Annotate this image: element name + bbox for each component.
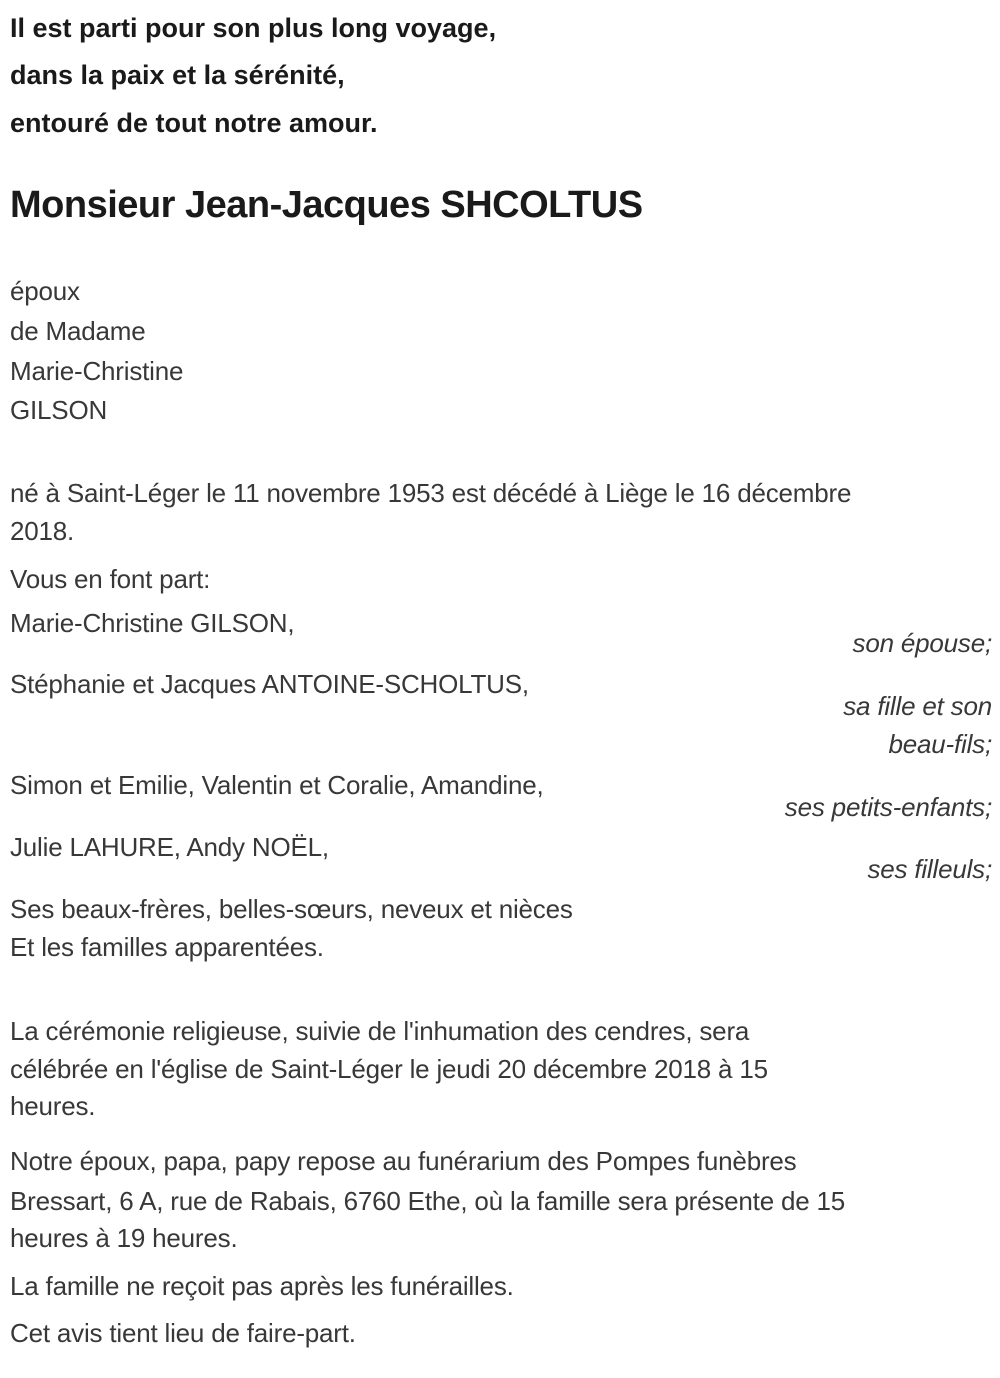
repose-line: Notre époux, papa, papy repose au funérarium des Pompes funèbres	[10, 1146, 797, 1176]
deceased-name-title: Monsieur Jean-Jacques SHCOLTUS	[10, 184, 643, 226]
relation-label: sa fille et son	[843, 691, 992, 721]
ceremony-line: La cérémonie religieuse, suivie de l'inhumation des cendres, sera	[10, 1016, 750, 1046]
epitaph-line: entouré de tout notre amour.	[10, 108, 378, 138]
spouse-line: époux	[10, 276, 80, 306]
repose-line: Bressart, 6 A, rue de Rabais, 6760 Ethe, où la famille sera présente de 15	[10, 1186, 846, 1216]
relative-name: Julie LAHURE, Andy NOËL,	[10, 832, 329, 862]
repose-line: heures à 19 heures.	[10, 1223, 238, 1253]
life-dates-line: 2018.	[10, 516, 75, 546]
relative-name: Stéphanie et Jacques ANTOINE-SCHOLTUS,	[10, 669, 529, 699]
relatives-also-line: Ses beaux-frères, belles-sœurs, neveux et nièces	[10, 894, 573, 924]
relation-label: beau-fils;	[888, 729, 992, 759]
ceremony-line: célébrée en l'église de Saint-Léger le jeudi 20 décembre 2018 à 15	[10, 1054, 768, 1084]
closing-note: Cet avis tient lieu de faire-part.	[10, 1318, 356, 1348]
ceremony-line: heures.	[10, 1091, 96, 1121]
spouse-line: GILSON	[10, 395, 108, 425]
relation-label: son épouse;	[852, 628, 992, 658]
relative-name: Marie-Christine GILSON,	[10, 608, 295, 638]
epitaph-line: dans la paix et la sérénité,	[10, 60, 345, 90]
spouse-line: de Madame	[10, 316, 146, 346]
relative-name: Simon et Emilie, Valentin et Coralie, Amandine,	[10, 770, 544, 800]
epitaph-line: Il est parti pour son plus long voyage,	[10, 13, 497, 43]
announcement-heading: Vous en font part:	[10, 564, 211, 594]
relatives-also-line: Et les familles apparentées.	[10, 932, 324, 962]
relation-label: ses filleuls;	[867, 854, 992, 884]
reception-note: La famille ne reçoit pas après les funérailles.	[10, 1271, 514, 1301]
spouse-line: Marie-Christine	[10, 356, 184, 386]
relation-label: ses petits-enfants;	[784, 792, 992, 822]
life-dates-line: né à Saint-Léger le 11 novembre 1953 est décédé à Liège le 16 décembre	[10, 478, 852, 508]
